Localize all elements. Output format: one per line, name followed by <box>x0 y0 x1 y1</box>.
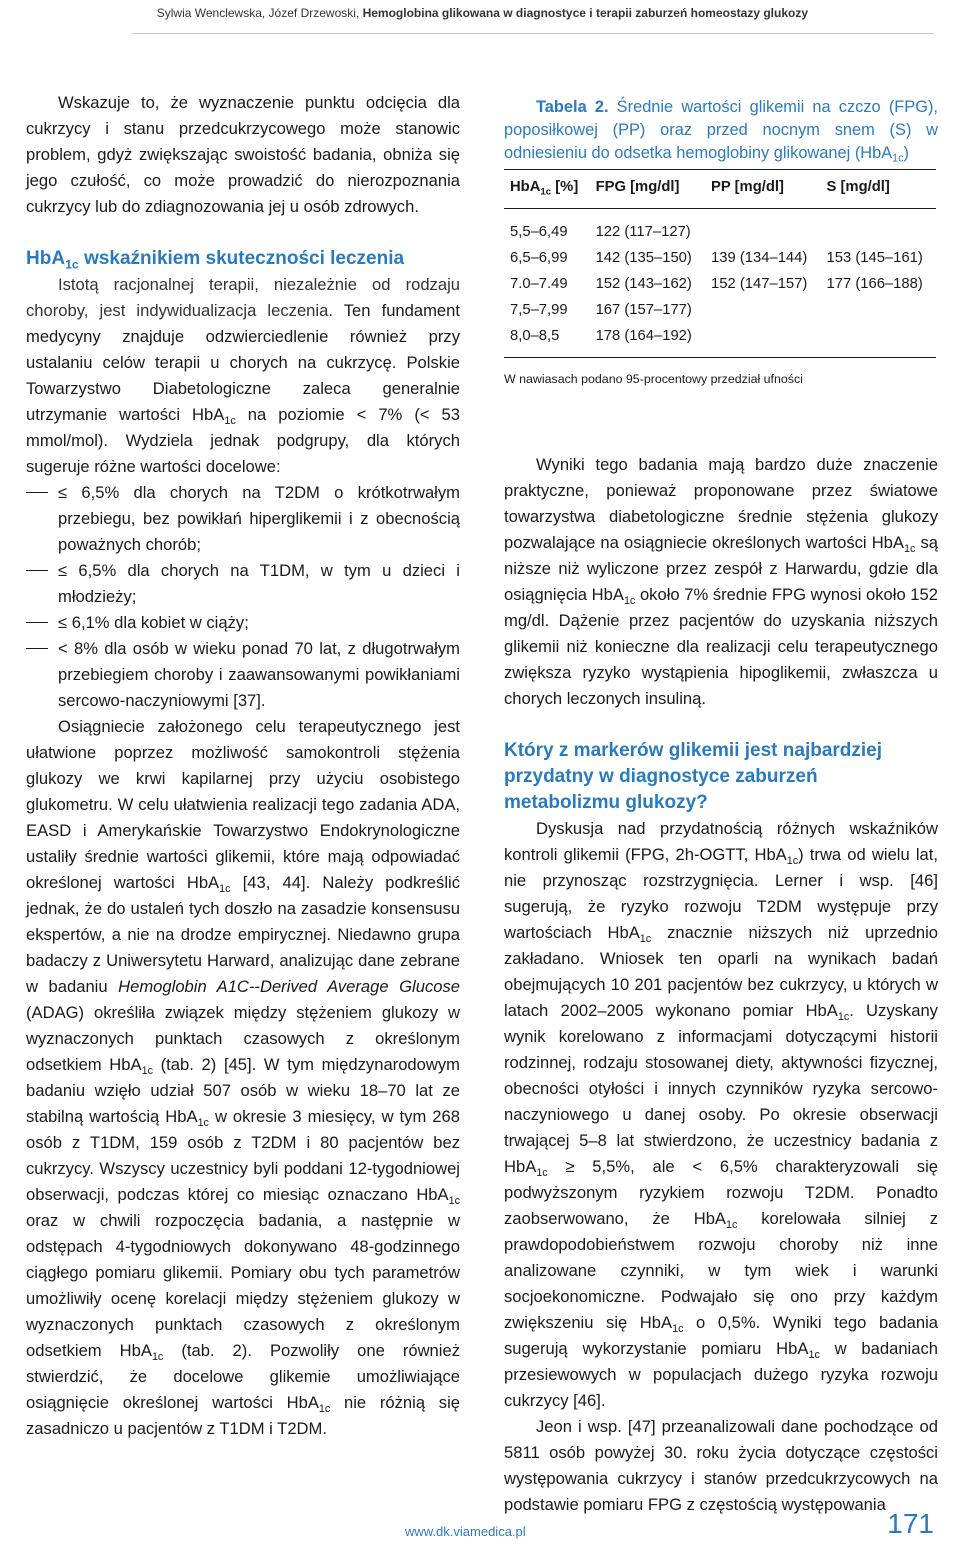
glycemia-table <box>504 169 936 358</box>
lead-text: Istotą racjonalnej terapii, niezależnie od rodzaju choroby, jest indywidualizacja leczenia. <box>26 275 460 320</box>
dash-bullet <box>26 648 48 649</box>
section-heading: Który z markerów glikemii jest najbardziej przydatny w diagnostyce zaburzeń metabolizmu glukozy? <box>504 740 883 813</box>
running-header <box>0 0 960 40</box>
dash-bullet <box>26 622 48 623</box>
left-column <box>26 90 460 1442</box>
dash-bullet <box>26 492 48 493</box>
table-row: 5,5–6,49 122 (117–127) <box>510 224 691 240</box>
footer-url: www.dk.viamedica.pl <box>405 1524 526 1539</box>
list-item: ≤ 6,5% dla chorych na T1DM, w tym u dzieci i młodzieży; <box>26 558 460 610</box>
paragraph: Osiągniecie założonego celu terapeutycznego jest ułatwione poprzez możliwość samokontroli stężenia glukozy we krwi kapilarnej przy użyciu osobistego glukometru. W celu ułatwienia realizacji tego zadania ADA, EASD i Amerykańskie Towarzystwo Endokrynologiczne ustaliły średnie wartości glikemii, które mają odpowiadać określonej wartości HbA$_{1c}$ [43, 44]. Należy podkreślić jednak, że do ustaleń tych doszło na zasadzie konsensusu ekspertów, a nie na drodze empirycznej. Niedawno grupa badaczy z Uniwersytetu Harward, analizując dane zebrane w badaniu Hemoglobin A1C--Derived Average Glucose (ADAG) określiła związek między stężeniem glukozy w wyznaczonych punktach czasowych z określonym odsetkiem HbA$_{1c}$ (tab. 2) [45]. W tym międzynarodowym badaniu wzięło udział 507 osób w wieku 18–70 lat ze stabilną wartością HbA$_{1c}$ w okresie 3 miesięcy, w tym 268 osób z T1DM, 159 osób z T2DM i 80 pacjentów bez cukrzycy. Wszyscy uczestnicy byli poddani 12-tygodniowej obserwacji, podczas której co miesiąc oznaczano HbA$_{1c}$ oraz w chwili rozpoczęcia badania, a następnie w odstępach 4-tygodniowych dokonywano 48-godzinnego ciągłego pomiaru glikemii. Pomiary obu tych parametrów umożliwiły ocenę korelacji między stężeniem glukozy w wyznaczonych punktach czasowych z określonym odsetkiem HbA$_{1c}$ (tab. 2). Pozwoliły one również stwierdzić, że docelowe glikemie umożliwiające osiągnięcie określonej wartości HbA$_{1c}$ nie różnią się zasadniczo u pacjentów z T1DM i T2DM. <box>26 717 460 1438</box>
table-caption: Tabela 2. Średnie wartości glikemii na czczo (FPG), poposiłkowej (PP) oraz przed nocnym snem (S) w odniesieniu do odsetka hemoglobiny glikowanej (HbA$_{1c}$) <box>504 98 938 165</box>
table-footnote: W nawiasach podano 95-procentowy przedział ufności <box>504 372 803 386</box>
table-header-row <box>504 170 936 209</box>
header-authors: Sylwia Wenclewska, Józef Drzewoski, <box>156 6 363 20</box>
page-number: 171 <box>887 1508 934 1539</box>
target-values-list <box>26 480 460 714</box>
section-heading: HbA$_{1c}$ wskaźnikiem skuteczności leczenia <box>26 248 405 272</box>
column-header: PP [mg/dl] <box>705 170 820 209</box>
table-row: 7,5–7,99 167 (157–177) <box>510 302 692 318</box>
column-header: S [mg/dl] <box>821 170 936 209</box>
paragraph: Jeon i wsp. [47] przeanalizowali dane pochodzące od 5811 osób powyżej 30. roku życia dotyczące częstości występowania cukrzycy i stanów przedcukrzycowych na podstawie pomiaru FPG z częstością występowania <box>504 1417 938 1514</box>
header-title: Hemoglobina glikowana w diagnostyce i terapii zaburzeń homeostazy glukozy <box>362 6 808 20</box>
column-header: HbA$_{1c}$ [%] <box>504 170 590 209</box>
list-item: ≤ 6,5% dla chorych na T2DM o krótkotrwałym przebiegu, bez powikłań hiperglikemii i z obecnością poważnych chorób; <box>26 480 460 558</box>
list-item: < 8% dla osób w wieku ponad 70 lat, z długotrwałym przebiegiem choroby i zaawansowanymi powikłaniami sercowo-naczyniowymi [37]. <box>26 636 460 714</box>
paragraph: Wskazuje to, że wyznaczenie punktu odcięcia dla cukrzycy i stanu przedcukrzycowego może stanowic problem, gdyż zwiększając swoistość badania, obniża się jego czułość, co może prowadzić do nierozpoznania cukrzycy lub do zdiagnozowania jej u osób zdrowych. <box>26 93 460 216</box>
table-2 <box>504 96 938 392</box>
column-header: FPG [mg/dl] <box>590 170 705 209</box>
paragraph: Wyniki tego badania mają bardzo duże znaczenie praktyczne, ponieważ proponowane przez światowe towarzystwa diabetologiczne średnie stężenia glukozy pozwalające na osiągniecie określonych wartości HbA$_{1c}$ są niższe niż wyliczone przez zespół z Harwardu, gdzie dla osiągnięcia HbA$_{1c}$ około 7% średnie FPG wynosi około 152 mg/dl. Dążenie przez pacjentów do uzyskania niższych glikemii niż konieczne dla realizacji celu terapeutycznego zwiększa ryzyko wystąpienia hipoglikemii, zwłaszcza u chorych leczonych insuliną. <box>504 455 938 708</box>
paragraph: Dyskusja nad przydatnością różnych wskaźników kontroli glikemii (FPG, 2h-OGTT, HbA$_{1c}$) trwa od wielu lat, nie przynosząc rozstrzygnięcia. Lerner i wsp. [46] sugerują, że ryzyko rozwoju T2DM występuje przy wartościach HbA$_{1c}$ znacznie niższych niż uprzednio zakładano. Wniosek ten oparli na wynikach badań obejmujących 10 201 pacjentów bez cukrzycy, u których w latach 2002–2005 wykonano pomiar HbA$_{1c}$. Uzyskany wynik korelowano z informacjami dotyczącymi historii rodzinnej, rodzaju stosowanej diety, aktywności fizycznej, obecności otyłości i innych czynników ryzyka sercowo-naczyniowego u danej osoby. Po okresie obserwacji trwającej 5–8 lat stwierdzono, że uczestnicy badania z HbA$_{1c}$ ≥ 5,5%, ale < 6,5% charakteryzowali się podwyższonym ryzykiem rozwoju T2DM. Ponadto zaobserwowano, że HbA$_{1c}$ korelowała silniej z prawdopodobieństwem rozwoju choroby niż inne analizowane czynniki, w tym wiek i warunki socjoekonomiczne. Podwajało się ono przy każdym zwiększeniu się HbA$_{1c}$ o 0,5%. Wyniki tego badania sugerują wykorzystanie pomiaru HbA$_{1c}$ w badaniach przesiewowych w populacjach dużego ryzyka rozwoju cukrzycy [46]. <box>504 819 939 1410</box>
table-row: 7.0–7.49 152 (143–162) 152 (147–157) 177 (166–188) <box>510 276 923 292</box>
right-column <box>504 96 938 1518</box>
dash-bullet <box>26 570 48 571</box>
table-row: 6,5–6,99 142 (135–150) 139 (134–144) 153 (145–161) <box>510 250 923 266</box>
list-item: ≤ 6,1% dla kobiet w ciąży; <box>26 610 460 636</box>
header-text <box>157 6 808 20</box>
header-rule <box>132 33 934 34</box>
paragraph: Istotą racjonalnej terapii, niezależnie od rodzaju choroby, jest indywidualizacja leczenia. Ten fundament medycyny znajduje odzwierciedlenie również przy ustalaniu celów terapii u chorych na cukrzycę. Polskie Towarzystwo Diabetologiczne zaleca generalnie utrzymanie wartości HbA$_{1c}$ na poziomie < 7% (< 53 mmol/mol). Wydziela jednak podgrupy, dla których sugeruje różne wartości docelowe: <box>26 275 461 476</box>
table-row: 8,0–8,5 178 (164–192) <box>504 323 936 358</box>
